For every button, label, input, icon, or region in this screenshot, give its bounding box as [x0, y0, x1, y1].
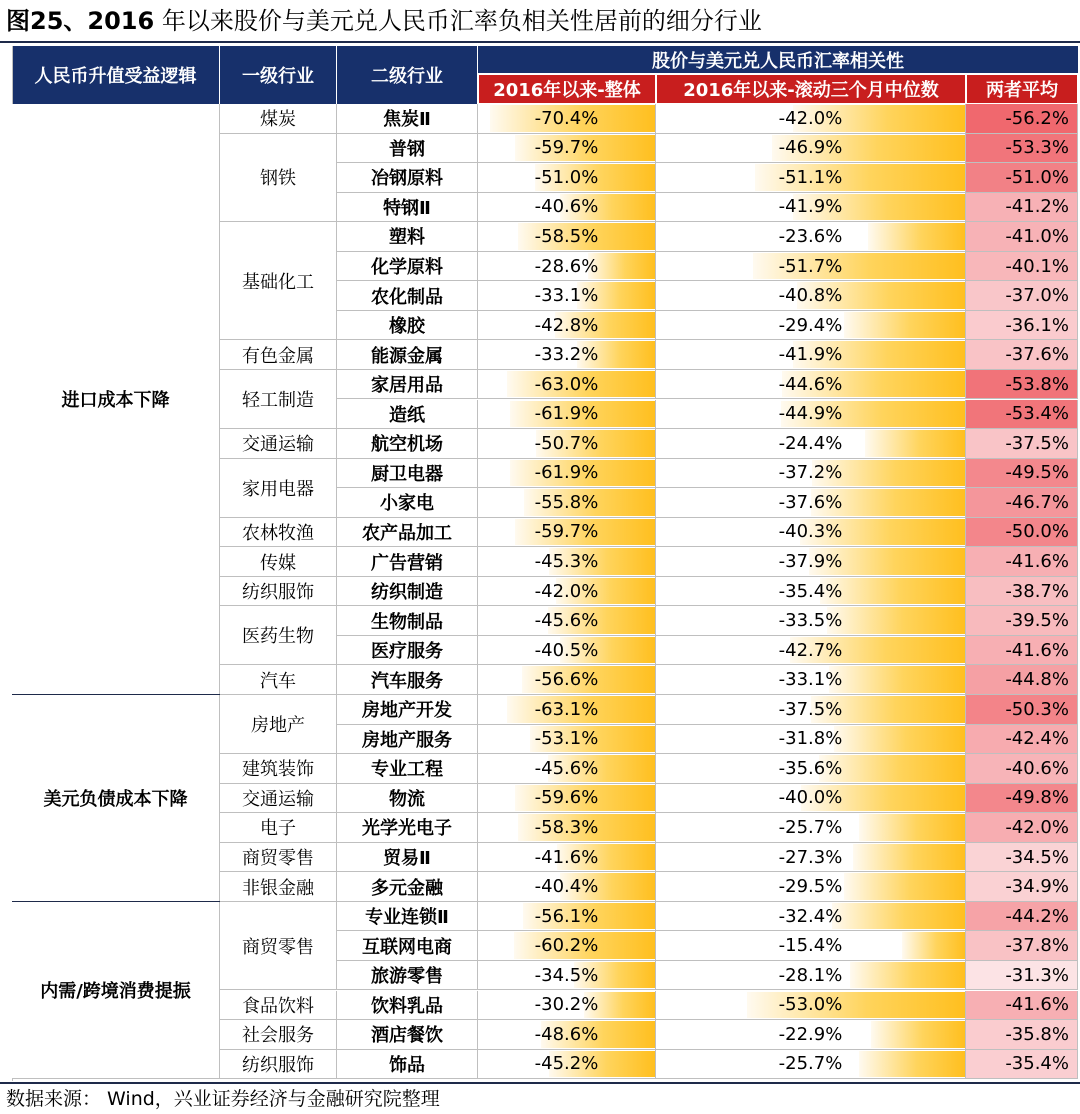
- rolling-value-cell: [656, 843, 966, 873]
- value-text: -56.1%: [534, 905, 599, 927]
- level1-cell: 食品饮料: [220, 991, 337, 1021]
- value-text: -41.6%: [1005, 639, 1069, 661]
- rolling-value-cell: [656, 784, 966, 814]
- level1-cell: 医药生物: [220, 606, 337, 665]
- overall-value-cell: [478, 665, 656, 695]
- rolling-value-cell: [656, 104, 966, 134]
- level2-cell: 房地产开发: [337, 695, 478, 725]
- average-value-cell: [966, 252, 1078, 282]
- overall-value-cell: [478, 518, 656, 548]
- value-text: -44.6%: [778, 373, 843, 395]
- value-text: -31.8%: [778, 728, 843, 750]
- overall-value-cell: [478, 459, 656, 489]
- average-value-cell: [966, 961, 1078, 991]
- level2-cell: 房地产服务: [337, 725, 478, 755]
- average-value-cell: [966, 991, 1078, 1021]
- overall-value-cell: [478, 222, 656, 252]
- level1-cell: 电子: [220, 813, 337, 843]
- value-text: -41.6%: [1005, 551, 1069, 573]
- value-text: -40.0%: [778, 787, 843, 809]
- level2-cell: 医疗服务: [337, 636, 478, 666]
- value-text: -44.8%: [1005, 669, 1069, 691]
- rolling-value-cell: [656, 577, 966, 607]
- title-year: 2016: [87, 7, 155, 35]
- logic-cell: 进口成本下降: [12, 104, 220, 695]
- value-text: -41.9%: [778, 344, 843, 366]
- value-text: -59.7%: [534, 137, 599, 159]
- header-overall: 2016年以来-整体: [479, 75, 655, 103]
- rolling-value-cell: [656, 991, 966, 1021]
- average-value-cell: [966, 577, 1078, 607]
- overall-value-cell: [478, 695, 656, 725]
- overall-value-cell: [478, 754, 656, 784]
- logic-cell: 内需/跨境消费提振: [12, 902, 220, 1079]
- rolling-value-cell: [656, 754, 966, 784]
- title-rule: [0, 41, 1080, 43]
- table-bottom-rule: [0, 1082, 1080, 1084]
- average-value-cell: [966, 872, 1078, 902]
- level1-cell: 商贸零售: [220, 843, 337, 873]
- rolling-value-cell: [656, 400, 966, 430]
- value-text: -37.9%: [778, 551, 843, 573]
- value-text: -34.9%: [1005, 876, 1069, 898]
- source-note: 数据来源： Wind，兴业证券经济与金融研究院整理: [6, 1088, 440, 1110]
- value-text: -42.0%: [534, 580, 599, 602]
- average-value-cell: [966, 370, 1078, 400]
- value-text: -50.0%: [1005, 521, 1069, 543]
- value-text: -38.7%: [1005, 580, 1069, 602]
- overall-value-cell: [478, 340, 656, 370]
- level1-cell: 纺织服饰: [220, 577, 337, 607]
- level2-cell: 饮料乳品: [337, 991, 478, 1021]
- level1-cell: 纺织服饰: [220, 1050, 337, 1080]
- level2-cell: 酒店餐饮: [337, 1020, 478, 1050]
- value-text: -40.1%: [1005, 255, 1069, 277]
- value-text: -27.3%: [778, 846, 843, 868]
- value-text: -58.5%: [534, 225, 599, 247]
- value-text: -49.5%: [1005, 462, 1069, 484]
- level2-cell: 饰品: [337, 1050, 478, 1080]
- level1-cell: 汽车: [220, 665, 337, 695]
- rolling-value-cell: [656, 252, 966, 282]
- value-text: -37.5%: [778, 698, 843, 720]
- rolling-value-cell: [656, 518, 966, 548]
- value-text: -35.4%: [778, 580, 843, 602]
- rolling-value-cell: [656, 695, 966, 725]
- value-text: -42.4%: [1005, 728, 1069, 750]
- value-text: -59.6%: [534, 787, 599, 809]
- overall-value-cell: [478, 104, 656, 134]
- value-text: -63.1%: [534, 698, 599, 720]
- average-value-cell: [966, 400, 1078, 430]
- level1-cell: 有色金属: [220, 340, 337, 370]
- value-text: -41.9%: [778, 196, 843, 218]
- value-text: -15.4%: [778, 935, 843, 957]
- level1-cell: 交通运输: [220, 784, 337, 814]
- value-text: -29.5%: [778, 876, 843, 898]
- rolling-value-cell: [656, 872, 966, 902]
- header-average: 两者平均: [967, 75, 1077, 103]
- header-level2: 二级行业: [337, 46, 477, 104]
- value-text: -61.9%: [534, 403, 599, 425]
- level1-cell: 煤炭: [220, 104, 337, 134]
- value-text: -53.4%: [1005, 403, 1069, 425]
- overall-value-cell: [478, 931, 656, 961]
- value-text: -37.8%: [1005, 935, 1069, 957]
- level2-cell: 厨卫电器: [337, 459, 478, 489]
- header-correlation-group: 股价与美元兑人民币汇率相关性: [478, 46, 1078, 73]
- value-text: -40.6%: [1005, 757, 1069, 779]
- rolling-value-cell: [656, 311, 966, 341]
- rolling-value-cell: [656, 1050, 966, 1080]
- overall-value-cell: [478, 400, 656, 430]
- average-value-cell: [966, 134, 1078, 164]
- overall-value-cell: [478, 902, 656, 932]
- overall-value-cell: [478, 488, 656, 518]
- level2-cell: 专业工程: [337, 754, 478, 784]
- value-text: -29.4%: [778, 314, 843, 336]
- figure-title: [6, 4, 762, 38]
- overall-value-cell: [478, 961, 656, 991]
- level2-cell: 汽车服务: [337, 665, 478, 695]
- value-text: -53.0%: [778, 994, 843, 1016]
- average-value-cell: [966, 193, 1078, 223]
- value-text: -56.2%: [1005, 107, 1069, 129]
- average-value-cell: [966, 1020, 1078, 1050]
- value-text: -44.9%: [778, 403, 843, 425]
- value-text: -51.0%: [1005, 166, 1069, 188]
- level2-cell: 塑料: [337, 222, 478, 252]
- rolling-value-cell: [656, 222, 966, 252]
- level2-cell: 光学光电子: [337, 813, 478, 843]
- value-text: -41.6%: [534, 846, 599, 868]
- value-text: -28.1%: [778, 964, 843, 986]
- level2-cell: 纺织制造: [337, 577, 478, 607]
- value-text: -33.2%: [534, 344, 599, 366]
- value-text: -45.3%: [534, 551, 599, 573]
- value-text: -40.5%: [534, 639, 599, 661]
- value-text: -49.8%: [1005, 787, 1069, 809]
- average-value-cell: [966, 725, 1078, 755]
- level1-cell: 轻工制造: [220, 370, 337, 429]
- level2-cell: 家居用品: [337, 370, 478, 400]
- overall-value-cell: [478, 252, 656, 282]
- rolling-value-cell: [656, 636, 966, 666]
- value-text: -60.2%: [534, 935, 599, 957]
- level2-cell: 普钢: [337, 134, 478, 164]
- level1-cell: 基础化工: [220, 222, 337, 340]
- value-text: -44.2%: [1005, 905, 1069, 927]
- figure-number: 图25、: [6, 7, 88, 35]
- average-value-cell: [966, 547, 1078, 577]
- value-text: -59.7%: [534, 521, 599, 543]
- value-text: -70.4%: [534, 107, 599, 129]
- average-value-cell: [966, 281, 1078, 311]
- level2-cell: 航空机场: [337, 429, 478, 459]
- level1-cell: 房地产: [220, 695, 337, 754]
- overall-value-cell: [478, 606, 656, 636]
- level2-cell: 焦炭Ⅱ: [337, 104, 478, 134]
- average-value-cell: [966, 488, 1078, 518]
- level2-cell: 旅游零售: [337, 961, 478, 991]
- average-value-cell: [966, 459, 1078, 489]
- level2-cell: 化学原料: [337, 252, 478, 282]
- level2-cell: 专业连锁Ⅱ: [337, 902, 478, 932]
- rolling-value-cell: [656, 547, 966, 577]
- value-text: -58.3%: [534, 816, 599, 838]
- value-text: -45.6%: [534, 757, 599, 779]
- rolling-value-cell: [656, 370, 966, 400]
- average-value-cell: [966, 311, 1078, 341]
- overall-value-cell: [478, 636, 656, 666]
- value-text: -40.6%: [534, 196, 599, 218]
- value-text: -36.1%: [1005, 314, 1069, 336]
- level2-cell: 造纸: [337, 400, 478, 430]
- value-text: -37.2%: [778, 462, 843, 484]
- value-text: -42.8%: [534, 314, 599, 336]
- value-text: -25.7%: [778, 816, 843, 838]
- overall-value-cell: [478, 163, 656, 193]
- value-text: -61.9%: [534, 462, 599, 484]
- overall-value-cell: [478, 725, 656, 755]
- average-value-cell: [966, 222, 1078, 252]
- value-text: -45.2%: [534, 1053, 599, 1075]
- level2-cell: 农产品加工: [337, 518, 478, 548]
- value-text: -53.8%: [1005, 373, 1069, 395]
- level2-cell: 冶钢原料: [337, 163, 478, 193]
- value-text: -37.6%: [1005, 344, 1069, 366]
- average-value-cell: [966, 843, 1078, 873]
- level2-cell: 广告营销: [337, 547, 478, 577]
- level2-cell: 生物制品: [337, 606, 478, 636]
- rolling-value-cell: [656, 665, 966, 695]
- overall-value-cell: [478, 429, 656, 459]
- overall-value-cell: [478, 843, 656, 873]
- average-value-cell: [966, 784, 1078, 814]
- rolling-value-cell: [656, 902, 966, 932]
- rolling-value-cell: [656, 606, 966, 636]
- value-text: -33.1%: [534, 285, 599, 307]
- value-text: -41.0%: [1005, 225, 1069, 247]
- value-text: -37.5%: [1005, 432, 1069, 454]
- overall-value-cell: [478, 547, 656, 577]
- value-text: -24.4%: [778, 432, 843, 454]
- level1-cell: 交通运输: [220, 429, 337, 459]
- value-text: -42.0%: [778, 107, 843, 129]
- level1-cell: 传媒: [220, 547, 337, 577]
- rolling-value-cell: [656, 134, 966, 164]
- value-text: -35.8%: [1005, 1023, 1069, 1045]
- level2-cell: 多元金融: [337, 872, 478, 902]
- overall-value-cell: [478, 311, 656, 341]
- value-text: -45.6%: [534, 610, 599, 632]
- average-value-cell: [966, 1050, 1078, 1080]
- rolling-value-cell: [656, 163, 966, 193]
- rolling-value-cell: [656, 931, 966, 961]
- overall-value-cell: [478, 281, 656, 311]
- average-value-cell: [966, 695, 1078, 725]
- value-text: -42.7%: [778, 639, 843, 661]
- overall-value-cell: [478, 991, 656, 1021]
- value-text: -63.0%: [534, 373, 599, 395]
- level2-cell: 特钢Ⅱ: [337, 193, 478, 223]
- value-text: -33.1%: [778, 669, 843, 691]
- level1-cell: 钢铁: [220, 134, 337, 223]
- rolling-value-cell: [656, 281, 966, 311]
- value-text: -51.0%: [534, 166, 599, 188]
- average-value-cell: [966, 429, 1078, 459]
- level2-cell: 能源金属: [337, 340, 478, 370]
- level1-cell: 建筑装饰: [220, 754, 337, 784]
- level1-cell: 农林牧渔: [220, 518, 337, 548]
- value-text: -22.9%: [778, 1023, 843, 1045]
- level2-cell: 贸易Ⅱ: [337, 843, 478, 873]
- overall-value-cell: [478, 370, 656, 400]
- average-value-cell: [966, 813, 1078, 843]
- average-value-cell: [966, 754, 1078, 784]
- value-text: -31.3%: [1005, 964, 1069, 986]
- level2-cell: 互联网电商: [337, 931, 478, 961]
- average-value-cell: [966, 606, 1078, 636]
- rolling-value-cell: [656, 1020, 966, 1050]
- value-text: -32.4%: [778, 905, 843, 927]
- rolling-value-cell: [656, 488, 966, 518]
- header-logic: 人民币升值受益逻辑: [12, 46, 219, 104]
- level1-cell: 社会服务: [220, 1020, 337, 1050]
- value-text: -28.6%: [534, 255, 599, 277]
- value-text: -40.3%: [778, 521, 843, 543]
- rolling-value-cell: [656, 340, 966, 370]
- overall-value-cell: [478, 1020, 656, 1050]
- overall-value-cell: [478, 872, 656, 902]
- value-text: -51.7%: [778, 255, 843, 277]
- rolling-value-cell: [656, 961, 966, 991]
- value-text: -39.5%: [1005, 610, 1069, 632]
- header-rolling: 2016年以来-滚动三个月中位数: [657, 75, 965, 103]
- average-value-cell: [966, 518, 1078, 548]
- value-text: -41.6%: [1005, 994, 1069, 1016]
- value-text: -53.3%: [1005, 137, 1069, 159]
- overall-value-cell: [478, 577, 656, 607]
- logic-cell: 美元负债成本下降: [12, 695, 220, 902]
- rolling-value-cell: [656, 429, 966, 459]
- average-value-cell: [966, 931, 1078, 961]
- value-text: -51.1%: [778, 166, 843, 188]
- overall-value-cell: [478, 193, 656, 223]
- value-text: -35.4%: [1005, 1053, 1069, 1075]
- level1-cell: 家用电器: [220, 459, 337, 518]
- value-text: -40.4%: [534, 876, 599, 898]
- value-text: -34.5%: [534, 964, 599, 986]
- value-text: -50.7%: [534, 432, 599, 454]
- value-text: -37.0%: [1005, 285, 1069, 307]
- value-text: -40.8%: [778, 285, 843, 307]
- rolling-value-cell: [656, 813, 966, 843]
- value-text: -46.9%: [778, 137, 843, 159]
- value-text: -50.3%: [1005, 698, 1069, 720]
- value-text: -37.6%: [778, 491, 843, 513]
- overall-value-cell: [478, 1050, 656, 1080]
- average-value-cell: [966, 163, 1078, 193]
- value-text: -34.5%: [1005, 846, 1069, 868]
- rolling-value-cell: [656, 459, 966, 489]
- value-text: -56.6%: [534, 669, 599, 691]
- level2-cell: 橡胶: [337, 311, 478, 341]
- value-text: -35.6%: [778, 757, 843, 779]
- rolling-value-cell: [656, 193, 966, 223]
- title-text: 年以来股价与美元兑人民币汇率负相关性居前的细分行业: [154, 7, 762, 35]
- level2-cell: 小家电: [337, 488, 478, 518]
- average-value-cell: [966, 104, 1078, 134]
- average-value-cell: [966, 902, 1078, 932]
- level1-cell: 非银金融: [220, 872, 337, 902]
- value-text: -48.6%: [534, 1023, 599, 1045]
- value-text: -41.2%: [1005, 196, 1069, 218]
- overall-value-cell: [478, 784, 656, 814]
- correlation-table: [12, 46, 1078, 1081]
- value-text: -46.7%: [1005, 491, 1069, 513]
- value-text: -53.1%: [534, 728, 599, 750]
- average-value-cell: [966, 665, 1078, 695]
- value-text: -23.6%: [778, 225, 843, 247]
- level2-cell: 农化制品: [337, 281, 478, 311]
- average-value-cell: [966, 340, 1078, 370]
- average-value-cell: [966, 636, 1078, 666]
- rolling-value-cell: [656, 725, 966, 755]
- overall-value-cell: [478, 813, 656, 843]
- value-text: -33.5%: [778, 610, 843, 632]
- value-text: -42.0%: [1005, 816, 1069, 838]
- value-text: -30.2%: [534, 994, 599, 1016]
- overall-value-cell: [478, 134, 656, 164]
- header-level1: 一级行业: [220, 46, 336, 104]
- level1-cell: 商贸零售: [220, 902, 337, 991]
- level2-cell: 物流: [337, 784, 478, 814]
- value-text: -25.7%: [778, 1053, 843, 1075]
- value-text: -55.8%: [534, 491, 599, 513]
